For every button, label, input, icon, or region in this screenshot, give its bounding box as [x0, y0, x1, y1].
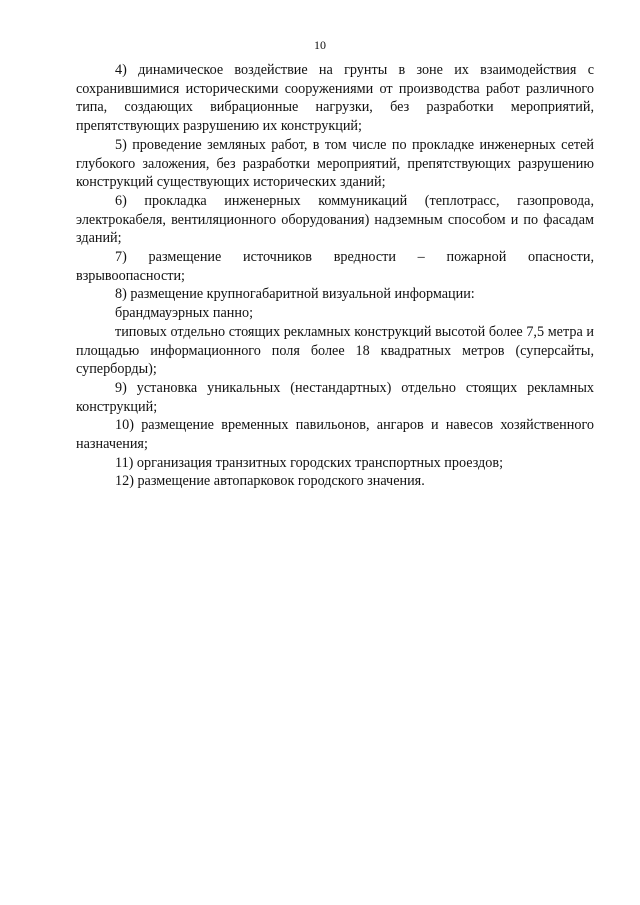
paragraph-item-10: 10) размещение временных павильонов, ангаров и навесов хозяйственного назначения; — [76, 417, 594, 453]
paragraph-item-8-firewall-panels: брандмауэрных панно; — [115, 305, 254, 322]
paragraph-item-12: 12) размещение автопарковок городского значения. — [115, 473, 425, 490]
paragraph-item-9: 9) установка уникальных (нестандартных) отдельно стоящих рекламных конструкций; — [76, 379, 594, 415]
page-number: 10 — [314, 38, 326, 52]
paragraph-item-8-standard-billboards: типовых отдельно стоящих рекламных конструкций высотой более 7,5 метра и площадью информационного поля более 18 квадратных метров (суперсайты, суперборды); — [76, 323, 594, 378]
paragraph-item-8: 8) размещение крупногабаритной визуальной информации: — [115, 286, 475, 303]
paragraph-item-4: 4) динамическое воздействие на грунты в зоне их взаимодействия с сохранившимися историческими сооружениями от производства работ различного типа, создающих вибрационные нагрузки, без разработки мероприятий, препятствующих разрушению их конструкций; — [76, 62, 594, 135]
paragraph-item-7: 7) размещение источников вредности – пожарной опасности, взрывоопасности; — [76, 249, 594, 284]
paragraph-item-11: 11) организация транзитных городских транспортных проездов; — [115, 454, 504, 471]
paragraph-item-5: 5) проведение земляных работ, в том числе по прокладке инженерных сетей глубокого заложения, без разработки мероприятий, препятствующих разрушению конструкций существующих исторических зданий; — [76, 136, 594, 191]
paragraph-item-6: 6) прокладка инженерных коммуникаций (теплотрасс, газопровода, электрокабеля, вентиляционного оборудования) надземным способом и по фасадам зданий; — [76, 192, 594, 247]
document-body — [76, 61, 594, 491]
